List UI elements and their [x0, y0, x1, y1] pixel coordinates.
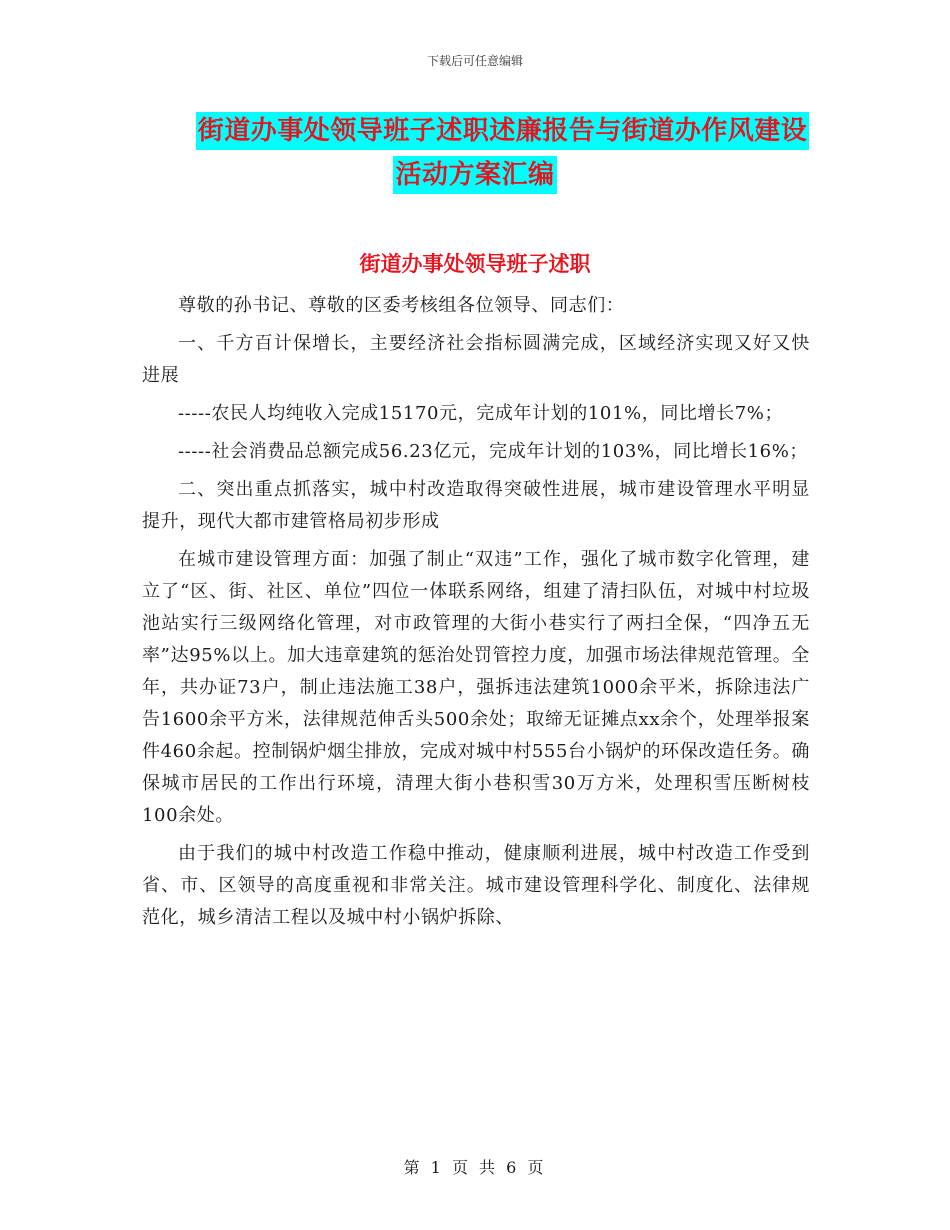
paragraph-section-2: 二、突出重点抓落实，城中村改造取得突破性进展，城市建设管理水平明显提升，现代大都市建管格局初步形成: [142, 479, 810, 532]
paragraph-greeting: 尊敬的孙书记、尊敬的区委考核组各位领导、同志们：: [178, 295, 625, 316]
paragraph-city-management: 在城市建设管理方面：加强了制止“双违”工作，强化了城市数字化管理，建立了“区、街、社区、单位”四位一体联系网络，组建了清扫队伍，对城中村垃圾池站实行三级网络化管理，对市政管理的大街小巷实行了两扫全保，“四净五无率”达95%以上。加大违章建筑的惩治处罚管控力度，加强市场法律规范管理。全年，共办证73户，制止违法施工38户，强拆违法建筑1000余平米，拆除违法广告1600余平方米，法律规范伸舌头500余处；取缔无证摊点xx余个，处理举报案件460余起。控制锅炉烟尘排放，完成对城中村555台小锅炉的环保改造任务。确保城市居民的工作出行环境，清理大街小巷积雪30万方米，处理积雪压断树枝100余处。: [142, 549, 810, 826]
paragraph-income: -----农民人均纯收入完成15170元，完成年计划的101%，同比增长7%；: [178, 403, 784, 424]
paragraph-consumption: -----社会消费品总额完成56.23亿元，完成年计划的103%，同比增长16%；: [178, 441, 809, 462]
title-line-1: 街道办事处领导班子述职述廉报告与街道办作风建设: [196, 112, 810, 150]
document-title: [0, 112, 950, 200]
title-line-2: 活动方案汇编: [393, 156, 556, 194]
section-subtitle: 街道办事处领导班子述职: [359, 252, 591, 276]
document-body: [142, 290, 810, 940]
page-footer-number: 第 1 页 共 6 页: [403, 1158, 547, 1177]
page-header-note: 下载后可任意编辑: [426, 54, 523, 68]
paragraph-village-renovation: 由于我们的城中村改造工作稳中推动，健康顺利进展，城中村改造工作受到省、市、区领导的高度重视和非常关注。城市建设管理科学化、制度化、法律规范化，城乡清洁工程以及城中村小锅炉拆除、: [142, 843, 810, 928]
paragraph-section-1: 一、千方百计保增长，主要经济社会指标圆满完成，区域经济实现又好又快进展: [142, 333, 810, 386]
